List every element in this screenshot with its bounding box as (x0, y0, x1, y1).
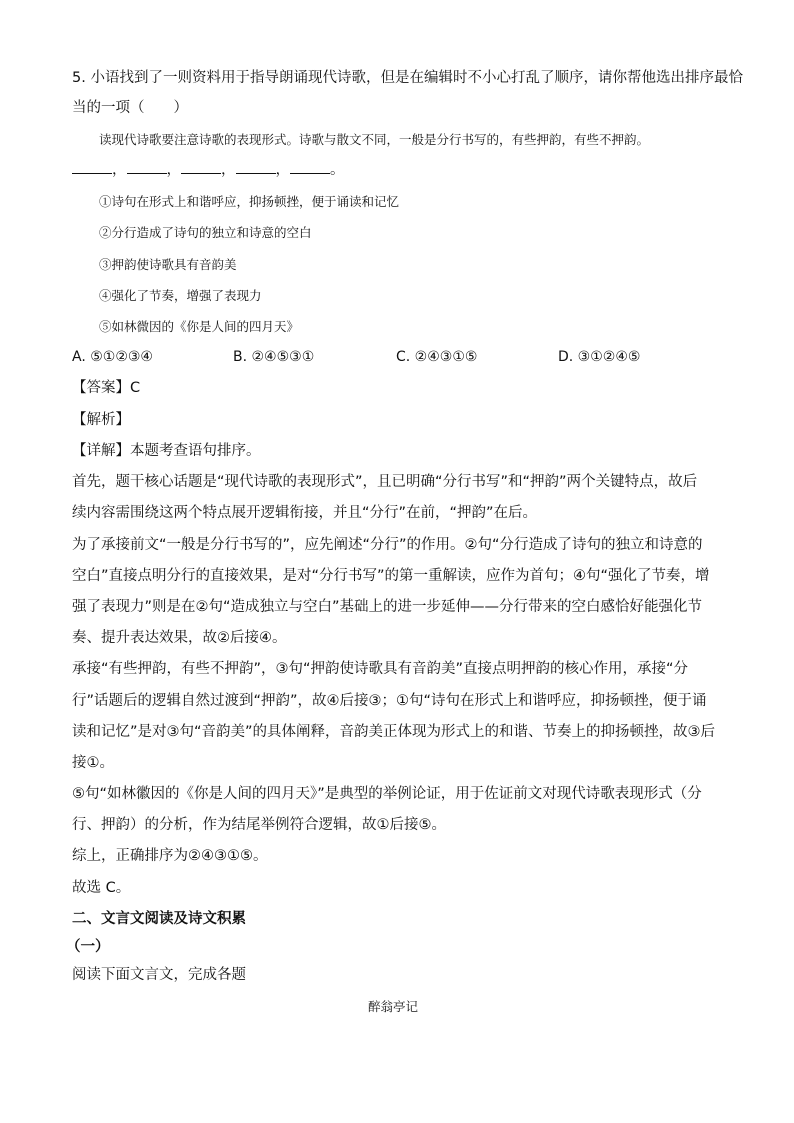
blank-5 (290, 161, 330, 174)
question-line-1: 5. 小语找到了一则资料用于指导朗诵现代诗歌，但是在编辑时不小心打乱了顺序，请你帮他选出排序最恰 (72, 70, 743, 86)
analysis-line: 首先，题干核心话题是“现代诗歌的表现形式”，且已明确“分行书写”和“押韵”两个关键特点，故后 (72, 474, 698, 490)
list-item: ④强化了节奏，增强了表现力 (99, 288, 262, 303)
analysis-line: 读和记忆”是对③句“音韵美”的具体阐释，音韵美正体现为形式上的和谐、节奏上的抑扬顿挫，故③后 (72, 724, 716, 740)
analysis-line: 行”话题后的逻辑自然过渡到“押韵”，故④后接③；①句“诗句在形式上和谐呼应，抑扬顿挫，便于诵 (72, 693, 707, 709)
analysis-line: 奏、提升表达效果，故②后接④。 (72, 630, 287, 646)
passage-text: 读现代诗歌要注意诗歌的表现形式。诗歌与散文不同，一般是分行书写的，有些押韵，有些不押韵。 (99, 132, 650, 147)
option-d: D. ③①②④⑤ (558, 349, 641, 365)
analysis-line: ⑤句“如林徽因的《你是人间的四月天》”是典型的举例论证，用于佐证前文对现代诗歌表现形式（分 (72, 786, 702, 802)
list-item: ⑤如林微因的《你是人间的四月天》 (99, 319, 300, 334)
analysis-line: 接①。 (72, 755, 114, 771)
analysis-line: 故选 C。 (72, 880, 131, 896)
blank-3 (181, 161, 221, 174)
blank-separator: ， (275, 162, 290, 178)
analysis-line: 承接“有些押韵，有些不押韵”，③句“押韵使诗歌具有音韵美”直接点明押韵的核心作用，承接“分 (72, 661, 689, 677)
analysis-line: 综上，正确排序为②④③①⑤。 (72, 848, 268, 864)
blank-separator: ， (112, 162, 127, 178)
section-sub: （一） (66, 939, 110, 955)
blank-separator: ， (221, 162, 236, 178)
analysis-line: 行、押韵）的分析，作为结尾举例符合逻辑，故①后接⑤。 (72, 817, 446, 833)
blank-4 (236, 161, 276, 174)
option-c: C. ②④③①⑤ (396, 349, 478, 365)
list-item: ③押韵使诗歌具有音韵美 (99, 257, 237, 272)
option-b: B. ②④⑤③① (233, 349, 315, 365)
text-title: 醉翁亭记 (368, 999, 419, 1014)
analysis-label: 【解析】 (72, 412, 130, 428)
answer-label: 【答案】 (72, 380, 130, 396)
blank-2 (127, 161, 167, 174)
answer-value: C (130, 380, 141, 396)
blank-separator: ， (166, 162, 181, 178)
section-heading: 二、文言文阅读及诗文积累 (72, 911, 246, 927)
list-item: ①诗句在形式上和谐呼应，抑扬顿挫，便于诵读和记忆 (99, 194, 400, 209)
list-item: ②分行造成了诗句的独立和诗意的空白 (99, 225, 312, 240)
question-line-2: 当的一项（ ） (72, 100, 188, 116)
blank-end: 。 (330, 162, 345, 178)
analysis-line: 续内容需围绕这两个特点展开逻辑衔接，并且“分行”在前，“押韵”在后。 (72, 505, 538, 521)
blanks-row (72, 160, 345, 180)
analysis-line: 【详解】本题考查语句排序。 (72, 443, 261, 459)
analysis-line: 为了承接前文“一般是分行书写的”，应先阐述“分行”的作用。②句“分行造成了诗句的独立和诗意的 (72, 537, 703, 553)
analysis-line: 强了表现力”则是在②句“造成独立与空白”基础上的进一步延伸——分行带来的空白感恰好能强化节 (72, 599, 703, 615)
section-instruction: 阅读下面文言文，完成各题 (72, 967, 246, 983)
option-a: A. ⑤①②③④ (72, 349, 153, 365)
analysis-line: 空白”直接点明分行的直接效果，是对“分行书写”的第一重解读，应作为首句；④句“强化了节奏，增 (72, 568, 710, 584)
blank-1 (72, 161, 112, 174)
answer-row (72, 378, 140, 398)
